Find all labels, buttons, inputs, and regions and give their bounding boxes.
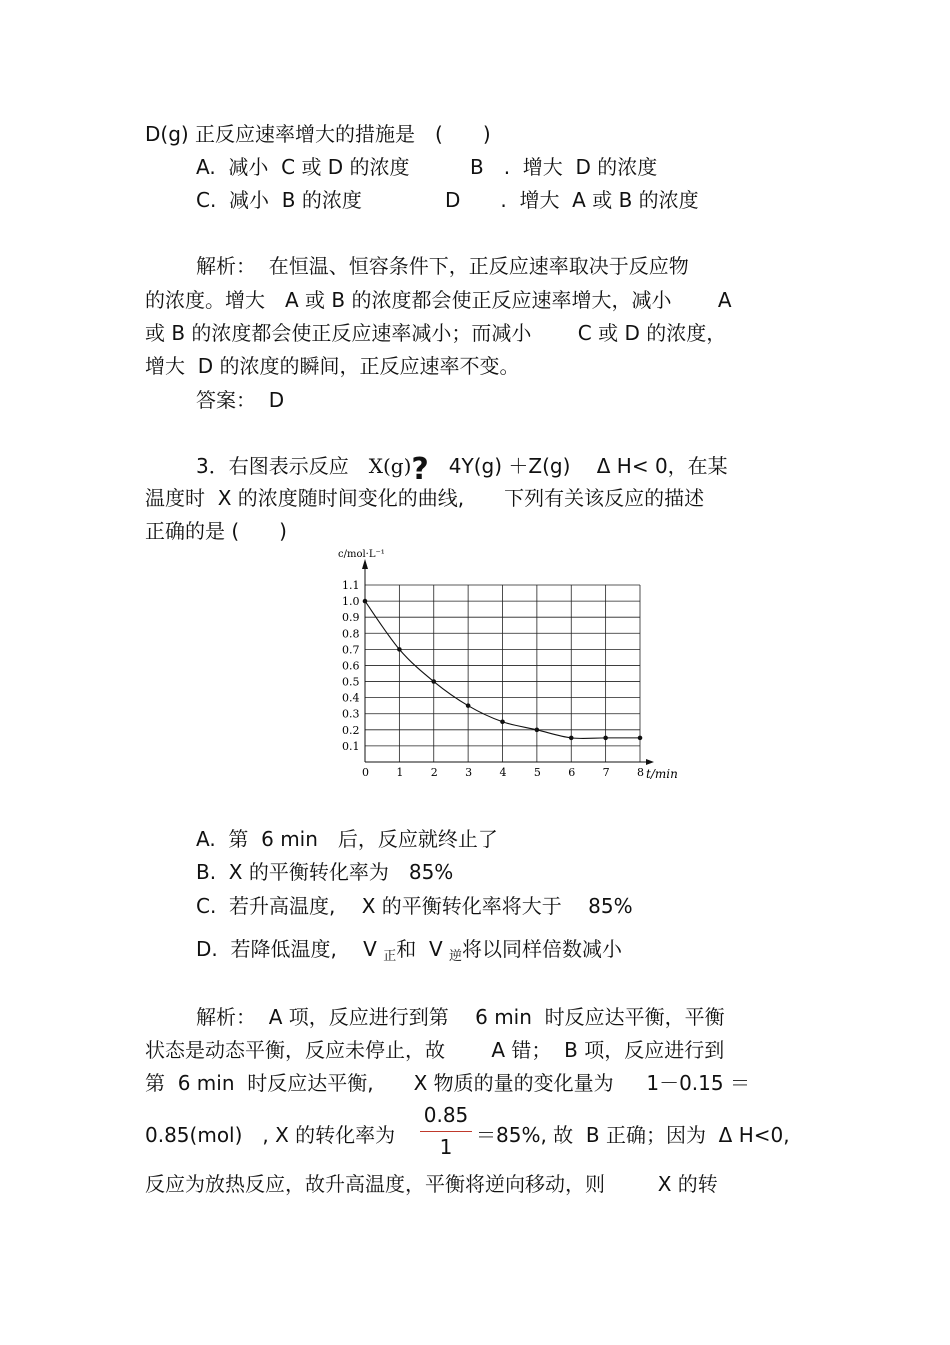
fraction-denominator: 1: [439, 1135, 453, 1159]
x-tick-label: 5: [533, 766, 541, 779]
x-tick-label: 8: [637, 766, 644, 779]
y-axis-arrow: [362, 559, 368, 569]
data-point: [569, 736, 574, 741]
q3-analysis-line: 解析： A 项，反应进行到第 6 min 时反应达平衡，平衡: [196, 1005, 725, 1029]
data-point: [638, 736, 643, 741]
data-point: [431, 679, 436, 684]
x-tick-label: 7: [602, 766, 610, 779]
x-tick-label: 4: [499, 766, 507, 779]
q2-option-d: D . 增大 A 或 B 的浓度: [445, 188, 699, 212]
q3-stem-line3: 正确的是 ( ): [145, 519, 287, 543]
q2-answer: 答案： D: [196, 388, 285, 412]
conversion-fraction: [420, 1104, 472, 1158]
equilibrium-arrow-placeholder: ?: [411, 452, 429, 487]
subscript-reverse: 逆: [449, 949, 463, 964]
fraction-bar: [420, 1131, 472, 1132]
q3-option-d: [196, 936, 622, 966]
x-tick-label: 1: [396, 766, 404, 779]
data-point: [397, 647, 402, 652]
data-point: [466, 703, 471, 708]
q3-option-a: A. 第 6 min 后，反应就终止了: [196, 827, 498, 851]
y-tick-label: 0.9: [342, 611, 360, 625]
y-tick-label: 0.6: [342, 659, 360, 673]
q3-option-d-text: 将以同样倍数减小: [462, 937, 623, 961]
x-axis-arrow: [646, 759, 654, 765]
y-tick-label: 0.2: [342, 723, 360, 737]
q3-stem-line1: [196, 451, 728, 487]
q3-analysis-line: 状态是动态平衡，反应未停止，故 A 错； B 项，反应进行到: [145, 1038, 725, 1062]
q3-analysis-line4-a: 0.85(mol) , X 的转化率为: [145, 1123, 396, 1147]
q2-stem: D(g) 正反应速率增大的措施是 ( ): [145, 122, 491, 146]
y-tick-label: 1.0: [342, 595, 360, 609]
y-tick-label: 0.8: [342, 627, 360, 641]
data-point: [603, 736, 608, 741]
q2-analysis-line: 的浓度。增大 A 或 B 的浓度都会使正反应速率增大，减小 A: [145, 288, 732, 312]
q3-analysis-line: 第 6 min 时反应达平衡, X 物质的量的变化量为 1－0.15 ＝: [145, 1071, 750, 1095]
x-axis-label: t/min: [646, 767, 678, 781]
chart-grid: [365, 585, 640, 762]
concentration-time-chart: [330, 543, 690, 788]
data-point: [535, 728, 540, 733]
x-tick-label: 3: [465, 766, 473, 779]
y-axis-label: c/mol·L⁻¹: [338, 549, 385, 560]
subscript-forward: 正: [383, 949, 397, 964]
q2-analysis-line: 或 B 的浓度都会使正反应速率减小；而减小 C 或 D 的浓度，: [145, 321, 727, 345]
y-tick-label: 1.1: [342, 579, 360, 592]
y-tick-label: 0.4: [342, 691, 360, 705]
q3-analysis-line4-b: ＝85%, 故 B 正确；因为 Δ H<0,: [476, 1123, 790, 1147]
y-tick-label: 0.3: [342, 707, 360, 721]
q3-reactant: X(g): [368, 454, 412, 478]
chart-tick-labels: [342, 579, 644, 779]
fraction-numerator: 0.85: [423, 1103, 469, 1127]
y-tick-label: 0.1: [342, 739, 360, 753]
x-tick-label: 0: [362, 766, 369, 779]
q3-option-c: C. 若升高温度, X 的平衡转化率将大于 85%: [196, 894, 633, 918]
data-point: [363, 599, 368, 604]
q3-analysis-line: 反应为放热反应，故升高温度，平衡将逆向移动，则 X 的转: [145, 1172, 718, 1196]
q2-option-b: B . 增大 D 的浓度: [470, 155, 658, 179]
x-tick-label: 6: [568, 766, 576, 779]
q2-option-a: A. 减小 C 或 D 的浓度: [196, 155, 410, 179]
data-point: [500, 719, 505, 724]
y-tick-label: 0.7: [342, 643, 360, 657]
q3-stem-line2: 温度时 X 的浓度随时间变化的曲线, 下列有关该反应的描述: [145, 486, 705, 510]
q2-analysis-line: 增大 D 的浓度的瞬间，正反应速率不变。: [145, 354, 520, 378]
q2-option-c: C. 减小 B 的浓度: [196, 188, 362, 212]
q3-option-d-text: 和 V: [396, 937, 450, 961]
q3-products: 4Y(g) ＋Z(g) Δ H< 0，在某: [428, 454, 728, 478]
q3-option-b: B. X 的平衡转化率为 85%: [196, 860, 454, 884]
y-tick-label: 0.5: [342, 675, 360, 689]
q2-analysis-line: 解析： 在恒温、恒容条件下，正反应速率取决于反应物: [196, 254, 689, 278]
q3-stem-text: 3．右图表示反应: [196, 454, 369, 478]
x-tick-label: 2: [430, 766, 438, 779]
chart-axes: [362, 559, 654, 765]
q3-option-d-text: D. 若降低温度, V: [196, 937, 384, 961]
